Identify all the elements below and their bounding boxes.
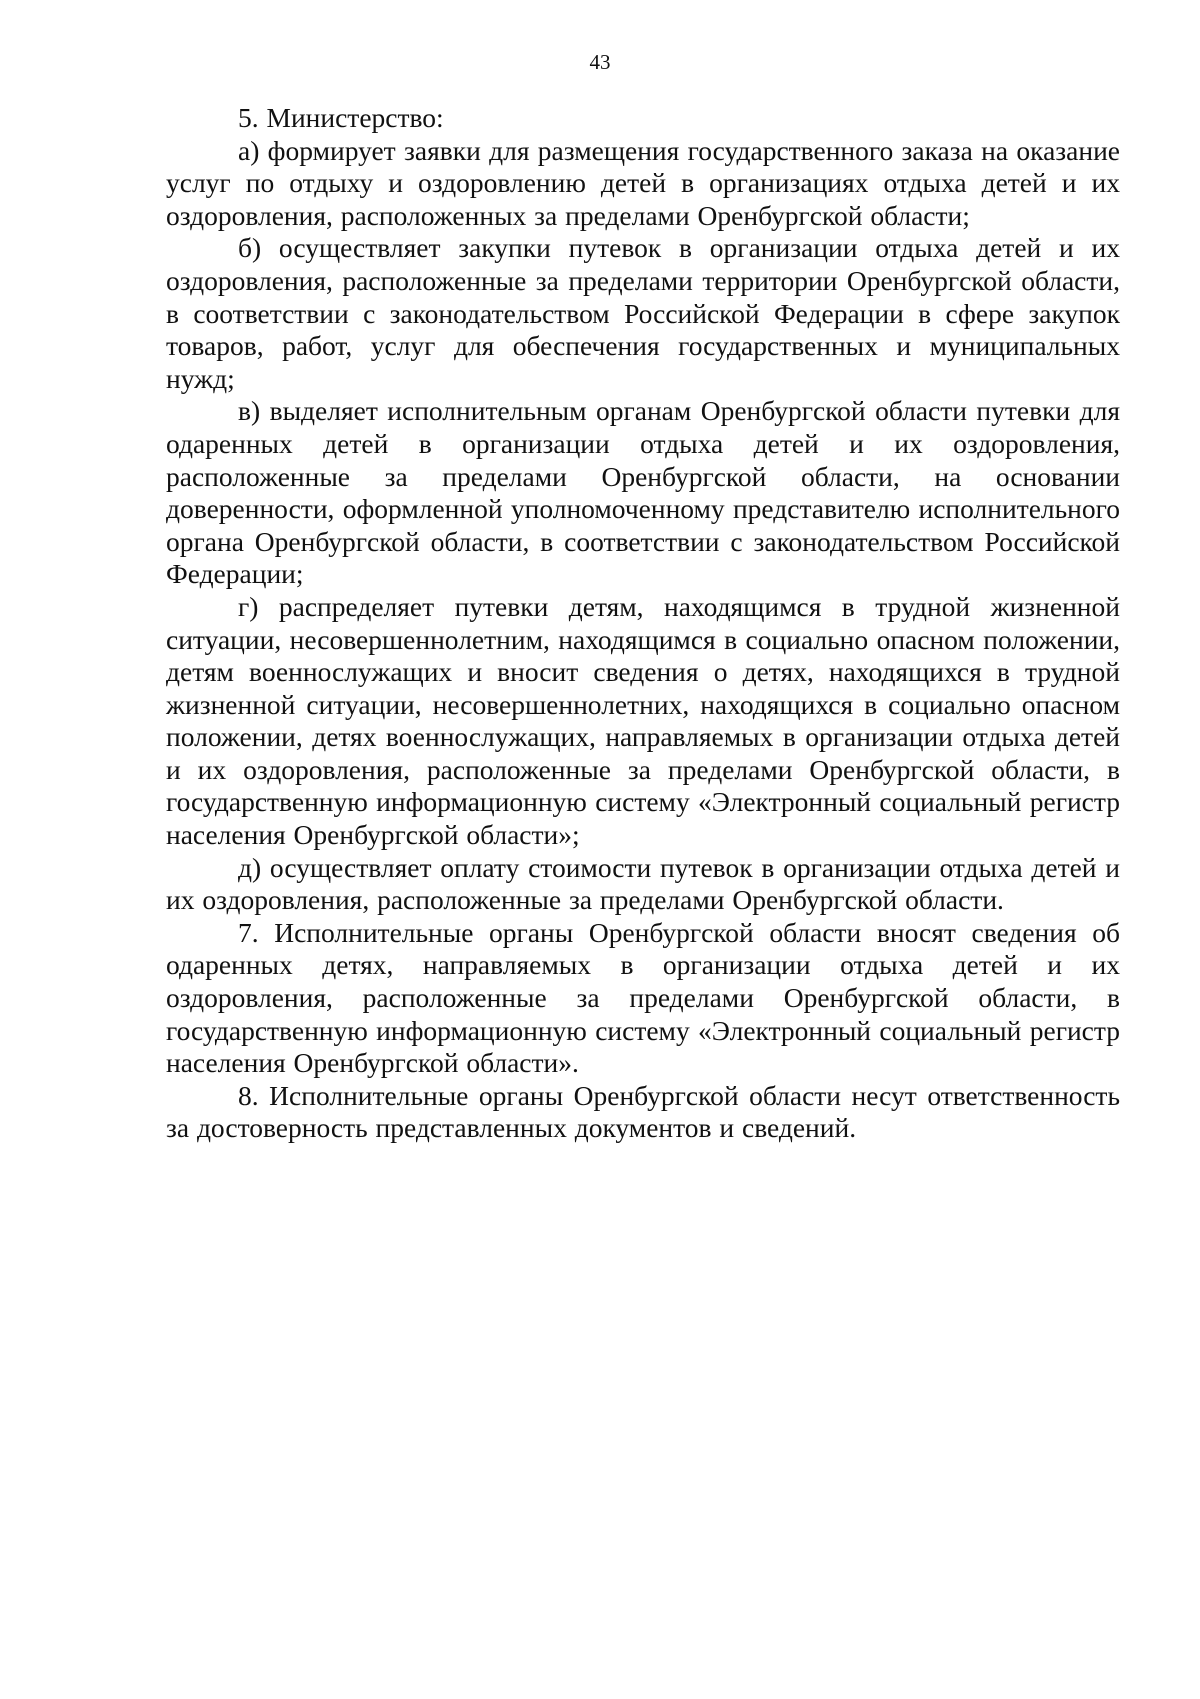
document-body	[166, 102, 1120, 1145]
page-number: 43	[589, 50, 611, 74]
paragraph-item-b: б) осуществляет закупки путевок в организации отдыха детей и их оздоровления, расположенные за пределами территории Оренбургской области, в соответствии с законодательством Российской Федерации в сфере закупок товаров, работ, услуг для обеспечения государственных и муниципальных нужд;	[166, 232, 1120, 394]
paragraph-item-v: в) выделяет исполнительным органам Оренбургской области путевки для одаренных детей в организации отдыха детей и их оздоровления, расположенные за пределами Оренбургской области, на основании доверенности, оформленной уполномоченному представителю исполнительного органа Оренбургской области, в соответствии с законодательством Российской Федерации;	[166, 395, 1120, 590]
paragraph-item-a: а) формирует заявки для размещения государственного заказа на оказание услуг по отдыху и оздоровлению детей в организациях отдыха детей и их оздоровления, расположенных за пределами Оренбургской области;	[166, 134, 1120, 231]
paragraph-item-g: г) распределяет путевки детям, находящимся в трудной жизненной ситуации, несовершеннолетним, находящимся в социально опасном положении, детям военнослужащих и вносит сведения о детях, находящихся в трудной жизненной ситуации, несовершеннолетних, находящихся в социально опасном положении, детях военнослужащих, направляемых в организации отдыха детей и их оздоровления, расположенные за пределами Оренбургской области, в государственную информационную систему «Электронный социальный регистр населения Оренбургской области»;	[166, 590, 1120, 851]
paragraph-section-8: 8. Исполнительные органы Оренбургской области несут ответственность за достоверность представленных документов и сведений.	[166, 1079, 1120, 1144]
section-heading-ministry: 5. Министерство:	[238, 102, 444, 133]
paragraph-section-7: 7. Исполнительные органы Оренбургской области вносят сведения об одаренных детях, направляемых в организации отдыха детей и их оздоровления, расположенные за пределами Оренбургской области, в государственную информационную систему «Электронный социальный регистр населения Оренбургской области».	[166, 916, 1120, 1079]
paragraph-item-d: д) осуществляет оплату стоимости путевок в организации отдыха детей и их оздоровления, расположенные за пределами Оренбургской области.	[166, 851, 1120, 916]
